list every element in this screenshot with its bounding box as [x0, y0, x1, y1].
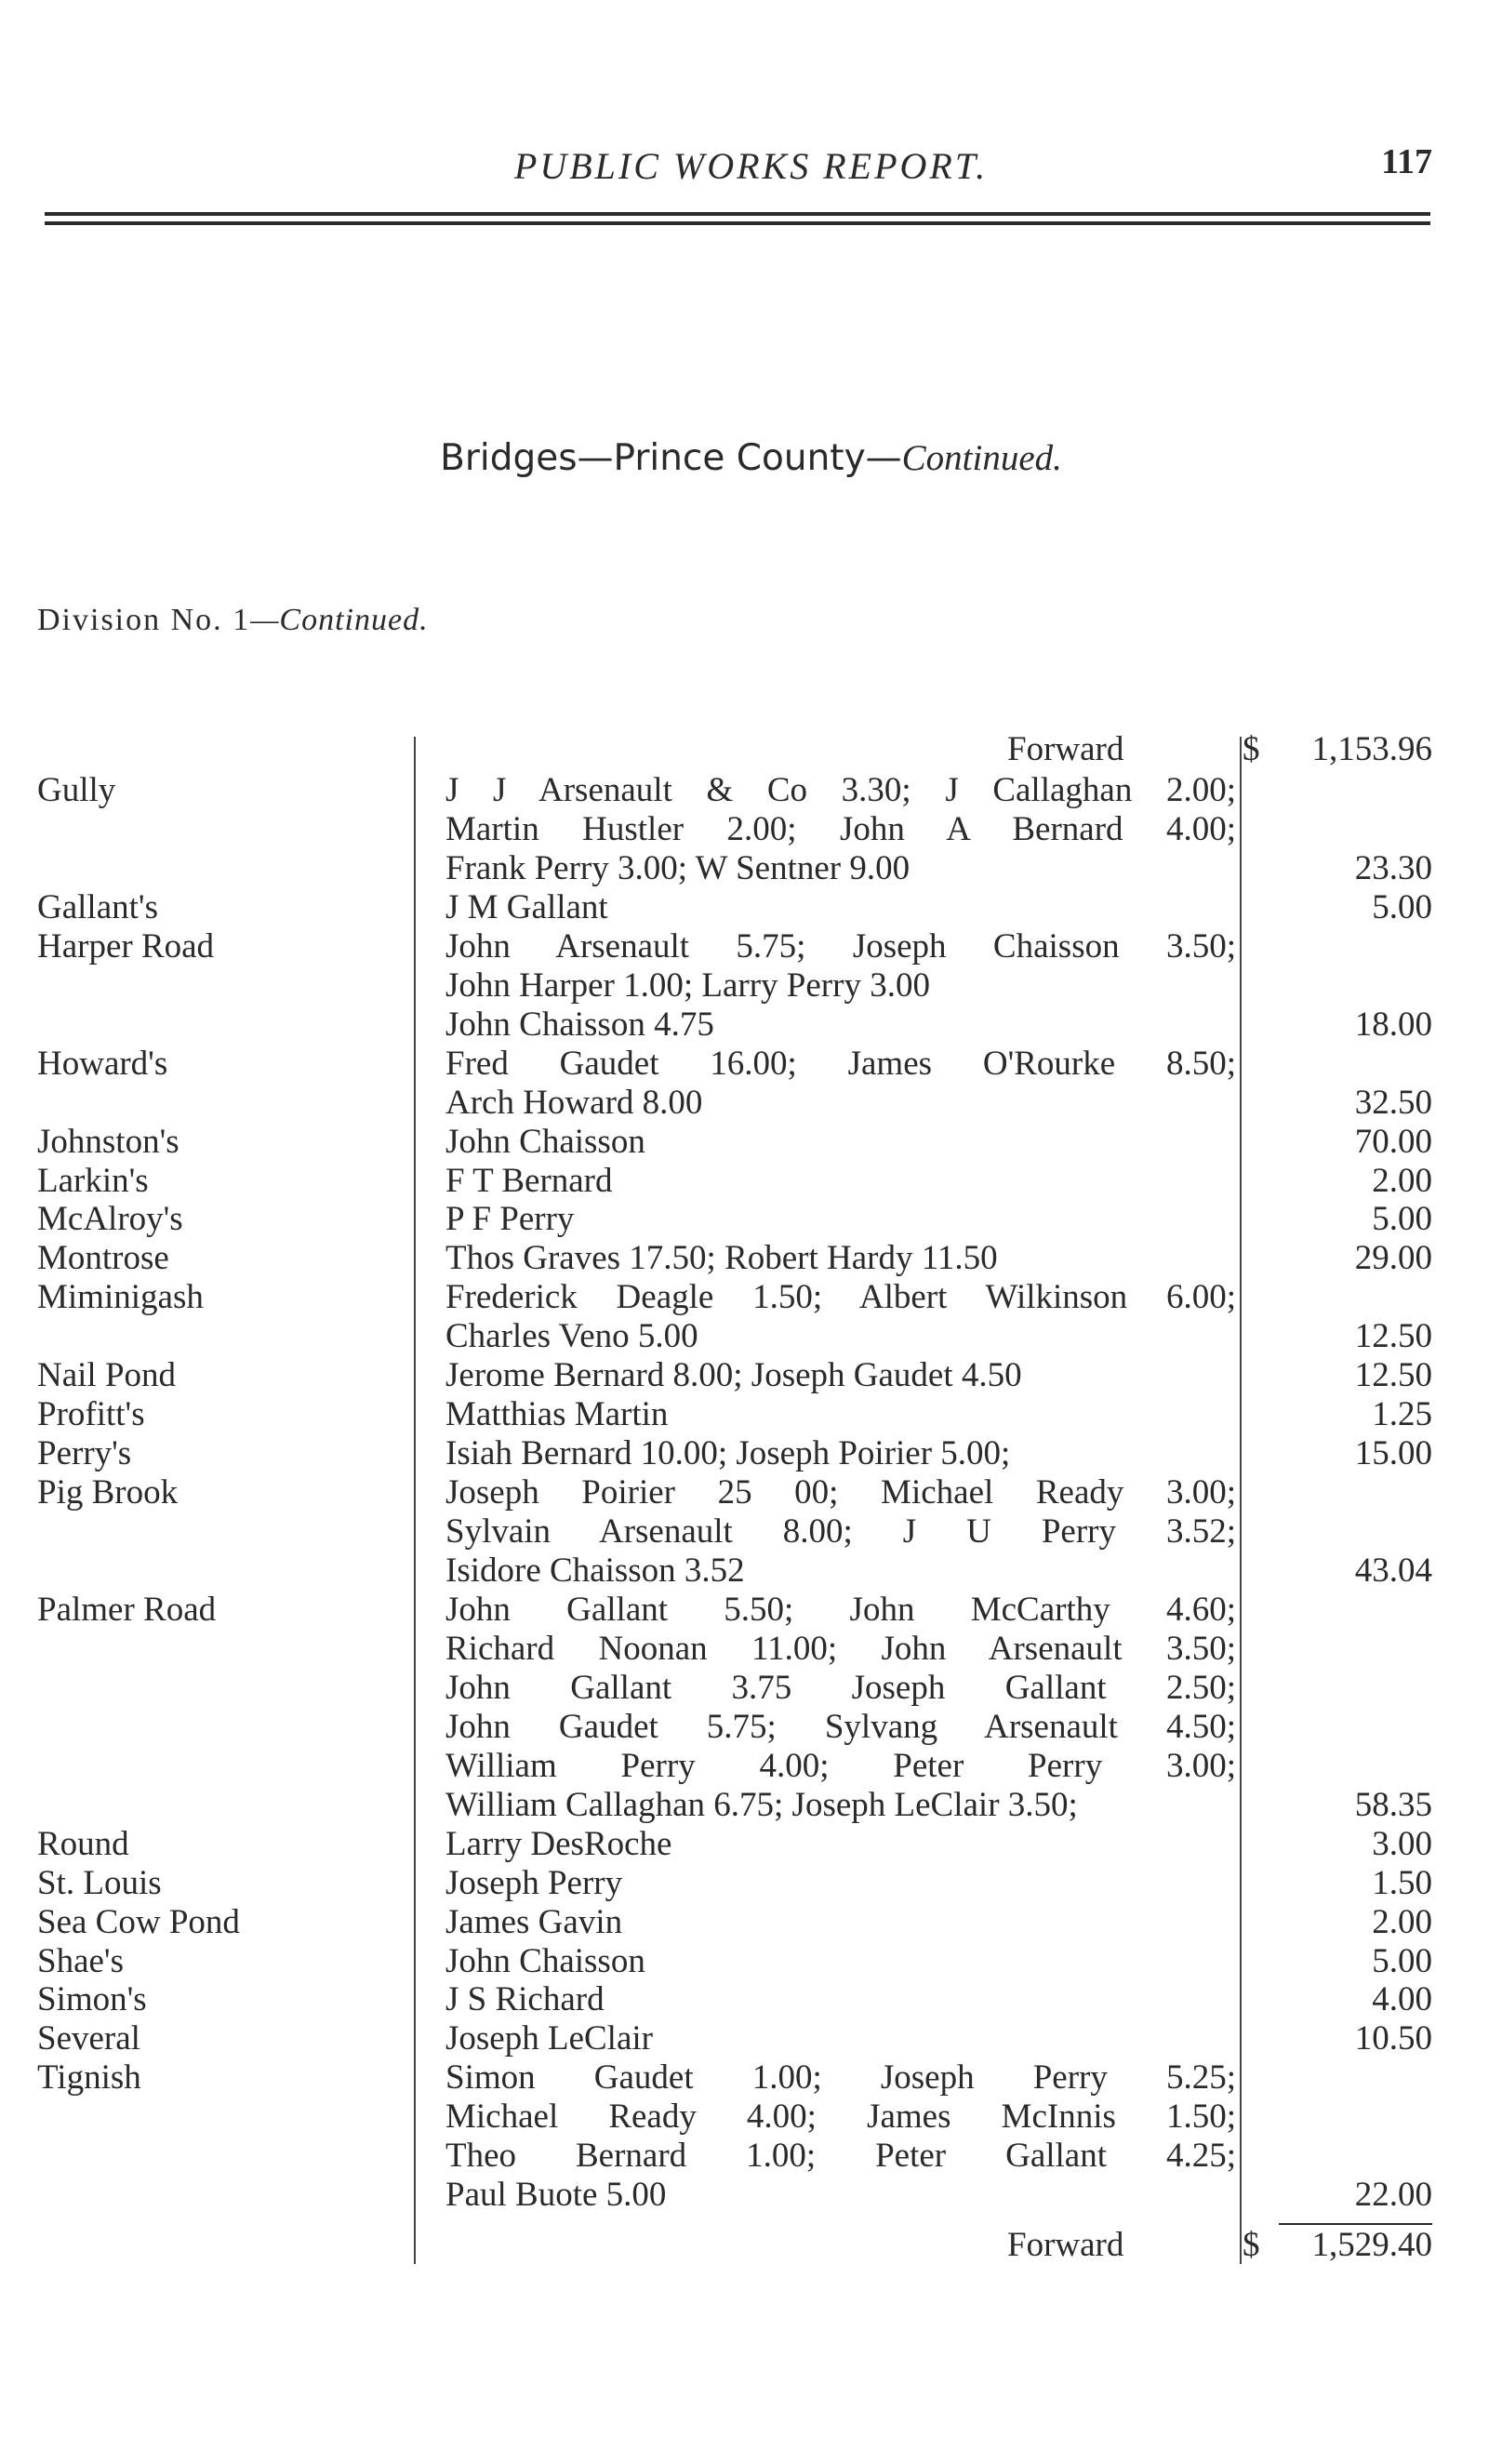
- ledger-row: [0, 2058, 1502, 2098]
- payee-details: F T Bernard: [445, 1161, 613, 1200]
- row-amount: 4.00: [1372, 1980, 1432, 2019]
- ledger-row: [0, 1747, 1502, 1786]
- row-amount: 43.04: [1354, 1552, 1432, 1590]
- payee-details: Thos Graves 17.50; Robert Hardy 11.50: [445, 1239, 998, 1278]
- ledger-row: [0, 2176, 1502, 2215]
- bridge-name: Shae's: [37, 1941, 124, 1980]
- payee-details: John Gaudet 5.75; Sylvang Arsenault 4.50;: [445, 1707, 1236, 1746]
- payee-details: John Chaisson: [445, 1941, 645, 1980]
- bridge-name: Round: [37, 1824, 129, 1863]
- row-amount: 12.50: [1354, 1317, 1432, 1356]
- payee-details: Isiah Bernard 10.00; Joseph Poirier 5.00;: [445, 1434, 1011, 1473]
- payee-details: Theo Bernard 1.00; Peter Gallant 4.25;: [445, 2137, 1236, 2176]
- payee-details: Michael Ready 4.00; James McInnis 1.50;: [445, 2098, 1236, 2137]
- bridge-name: Tignish: [37, 2058, 141, 2098]
- dollar-sign: $: [1243, 2226, 1260, 2264]
- row-amount: 32.50: [1354, 1083, 1432, 1122]
- bridge-name: Several: [37, 2019, 140, 2058]
- division-number: 1: [233, 603, 251, 637]
- ledger-row: [0, 1084, 1502, 1123]
- ledger-row: [0, 1045, 1502, 1084]
- payee-details: Joseph LeClair: [445, 2019, 653, 2058]
- ledger-row: [0, 888, 1502, 927]
- bridge-name: Gully: [37, 771, 116, 809]
- ledger-row: [0, 2098, 1502, 2137]
- payee-details: Sylvain Arsenault 8.00; J U Perry 3.52;: [445, 1512, 1236, 1552]
- payee-details: John Gallant 3.75 Joseph Gallant 2.50;: [445, 1668, 1236, 1707]
- payee-details: John Chaisson: [445, 1122, 645, 1161]
- bridge-name: Perry's: [37, 1434, 132, 1473]
- row-amount: 5.00: [1372, 887, 1432, 926]
- row-amount: 29.00: [1354, 1239, 1432, 1278]
- ledger-row: [0, 1200, 1502, 1239]
- section-title-main: Bridges—Prince County—: [440, 437, 902, 479]
- page-number: 117: [1381, 142, 1432, 181]
- payee-details: John Harper 1.00; Larry Perry 3.00: [445, 966, 930, 1005]
- payee-details: J J Arsenault & Co 3.30; J Callaghan 2.00;: [445, 771, 1236, 809]
- bridge-name: Sea Cow Pond: [37, 1902, 240, 1941]
- division-label: Division No.: [37, 603, 233, 637]
- payee-details: John Arsenault 5.75; Joseph Chaisson 3.50;: [445, 926, 1236, 966]
- payee-details: P F Perry: [445, 1200, 575, 1239]
- ledger-row: [0, 1356, 1502, 1395]
- ledger-row: [0, 1473, 1502, 1512]
- bridge-name: Gallant's: [37, 887, 158, 926]
- row-amount: 18.00: [1354, 1005, 1432, 1044]
- payee-details: Joseph Poirier 25 00; Michael Ready 3.00;: [445, 1473, 1236, 1512]
- bridge-name: Johnston's: [37, 1122, 179, 1161]
- row-amount: 2.00: [1372, 1161, 1432, 1200]
- ledger-row: [0, 1708, 1502, 1747]
- payee-details: Simon Gaudet 1.00; Joseph Perry 5.25;: [445, 2058, 1236, 2098]
- row-amount: 58.35: [1354, 1785, 1432, 1824]
- payee-details: Jerome Bernard 8.00; Joseph Gaudet 4.50: [445, 1356, 1022, 1395]
- section-title-continued: Continued.: [901, 438, 1062, 478]
- ledger-row: [0, 771, 1502, 810]
- row-amount: 15.00: [1354, 1434, 1432, 1473]
- ledger-row: [0, 1942, 1502, 1981]
- bridge-name: Montrose: [37, 1239, 169, 1278]
- payee-details: John Gallant 5.50; John McCarthy 4.60;: [445, 1590, 1236, 1629]
- bridge-name: Pig Brook: [37, 1473, 179, 1512]
- ledger-row: [0, 927, 1502, 966]
- forward-label: Forward: [1007, 2226, 1124, 2264]
- division-continued: —Continued.: [250, 603, 429, 637]
- payee-details: Matthias Martin: [445, 1395, 669, 1434]
- dollar-sign: $: [1243, 730, 1260, 768]
- bridge-name: Harper Road: [37, 926, 215, 966]
- payee-details: J M Gallant: [445, 887, 608, 926]
- payee-details: Arch Howard 8.00: [445, 1083, 703, 1122]
- payee-details: Larry DesRoche: [445, 1824, 672, 1863]
- bridge-name: McAlroy's: [37, 1200, 183, 1239]
- ledger-row: [0, 810, 1502, 849]
- bridge-name: Palmer Road: [37, 1590, 217, 1629]
- payee-details: William Perry 4.00; Peter Perry 3.00;: [445, 1746, 1236, 1785]
- payee-details: Charles Veno 5.00: [445, 1317, 698, 1356]
- ledger-row: [0, 2019, 1502, 2058]
- forward-row-bottom: [0, 2226, 1502, 2265]
- row-amount: 12.50: [1354, 1356, 1432, 1395]
- row-amount: 10.50: [1354, 2019, 1432, 2058]
- payee-details: Frank Perry 3.00; W Sentner 9.00: [445, 848, 911, 887]
- ledger-row: [0, 1317, 1502, 1356]
- payee-details: John Chaisson 4.75: [445, 1005, 714, 1044]
- payee-details: Isidore Chaisson 3.52: [445, 1552, 745, 1590]
- ledger-row: [0, 1825, 1502, 1864]
- payee-details: Frederick Deagle 1.50; Albert Wilkinson 6.00;: [445, 1278, 1236, 1317]
- forward-row-top: [0, 730, 1502, 769]
- row-amount: 70.00: [1354, 1122, 1432, 1161]
- ledger-row: [0, 1552, 1502, 1591]
- row-amount: 2.00: [1372, 1902, 1432, 1941]
- row-amount: 3.00: [1372, 1824, 1432, 1863]
- row-amount: 5.00: [1372, 1200, 1432, 1239]
- ledger-row: [0, 1278, 1502, 1317]
- row-amount: 1.25: [1372, 1395, 1432, 1434]
- payee-details: Fred Gaudet 16.00; James O'Rourke 8.50;: [445, 1044, 1236, 1083]
- ledger-row: [0, 1239, 1502, 1278]
- ledger-row: [0, 1434, 1502, 1473]
- payee-details: Paul Buote 5.00: [445, 2176, 667, 2215]
- ledger-row: [0, 1786, 1502, 1825]
- ledger-row: [0, 1630, 1502, 1669]
- bridge-name: Nail Pond: [37, 1356, 177, 1395]
- ledger-row: [0, 1006, 1502, 1045]
- bridge-name: Simon's: [37, 1980, 147, 2019]
- ledger-row: [0, 1669, 1502, 1708]
- row-amount: 1.50: [1372, 1863, 1432, 1902]
- payee-details: Martin Hustler 2.00; John A Bernard 4.00;: [445, 809, 1236, 848]
- forward-amount: 1,153.96: [1311, 730, 1432, 768]
- bridge-name: Howard's: [37, 1044, 168, 1083]
- ledger-row: [0, 1591, 1502, 1630]
- ledger-row: [0, 1512, 1502, 1552]
- ledger-row: [0, 849, 1502, 888]
- section-title: [0, 437, 1502, 479]
- ledger-row: [0, 1395, 1502, 1434]
- ledger-row: [0, 1903, 1502, 1942]
- forward-label: Forward: [1007, 730, 1124, 768]
- ledger-row: [0, 1123, 1502, 1162]
- row-amount: 5.00: [1372, 1941, 1432, 1980]
- payee-details: William Callaghan 6.75; Joseph LeClair 3.50;: [445, 1785, 1078, 1824]
- payee-details: Joseph Perry: [445, 1863, 623, 1902]
- row-amount: 22.00: [1354, 2176, 1432, 2215]
- forward-amount: 1,529.40: [1311, 2226, 1432, 2264]
- total-rule: [1279, 2223, 1432, 2225]
- ledger-row: [0, 1980, 1502, 2019]
- bridge-name: Miminigash: [37, 1278, 204, 1317]
- header-rule-thick: [45, 212, 1430, 216]
- running-title: PUBLIC WORKS REPORT.: [513, 145, 989, 187]
- ledger-row: [0, 1864, 1502, 1903]
- ledger-row: [0, 966, 1502, 1006]
- row-amount: 23.30: [1354, 848, 1432, 887]
- ledger-row: [0, 2137, 1502, 2176]
- header-rule-thin: [45, 221, 1430, 225]
- ledger-row: [0, 1162, 1502, 1201]
- payee-details: Richard Noonan 11.00; John Arsenault 3.50;: [445, 1629, 1236, 1668]
- division-heading: [37, 603, 429, 638]
- bridge-name: Profitt's: [37, 1395, 145, 1434]
- payee-details: James Gavin: [445, 1902, 623, 1941]
- payee-details: J S Richard: [445, 1980, 605, 2019]
- bridge-name: St. Louis: [37, 1863, 162, 1902]
- bridge-name: Larkin's: [37, 1161, 149, 1200]
